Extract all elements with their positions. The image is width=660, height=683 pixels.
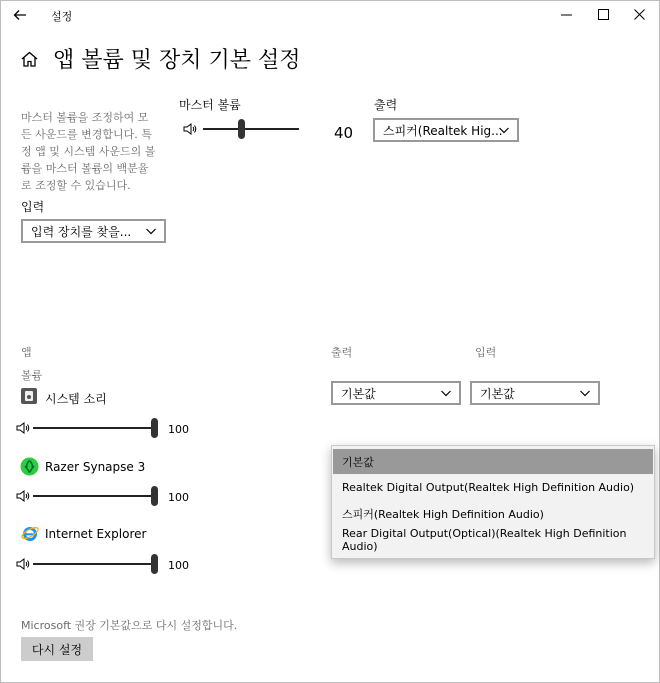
maximize-icon[interactable]: [598, 9, 609, 20]
speaker-icon: [16, 422, 30, 434]
master-description: [21, 109, 171, 194]
description-line: 정 앱 및 시스템 사운드의 볼: [21, 145, 156, 158]
master-volume-thumb[interactable]: [238, 119, 245, 139]
master-volume-slider[interactable]: [203, 128, 299, 130]
master-volume-value: 40: [334, 124, 354, 142]
home-icon[interactable]: [21, 51, 38, 67]
app-volume-slider[interactable]: [33, 563, 155, 565]
minimize-icon[interactable]: [561, 14, 572, 16]
app-volume-value: 100: [168, 491, 189, 504]
close-icon[interactable]: [634, 9, 645, 20]
description-line: 륨을 마스터 볼륨의 백분율: [21, 162, 149, 175]
description-line: 든 사운드를 변경합니다. 특: [21, 128, 152, 141]
page-title: 앱 볼륨 및 장치 기본 설정: [53, 48, 301, 73]
app-volume-value: 100: [168, 423, 189, 436]
app-volume-thumb[interactable]: [151, 486, 158, 506]
input-device-value: 입력 장치를 찾을...: [31, 224, 132, 239]
app-volume-thumb[interactable]: [151, 554, 158, 574]
app-volume-thumb[interactable]: [151, 418, 158, 438]
app-name: Razer Synapse 3: [45, 460, 146, 474]
master-volume-label: 마스터 볼륨: [179, 98, 241, 112]
input-label: 입력: [21, 200, 45, 214]
apps-volume-header: 볼륨: [21, 369, 43, 382]
apps-output-header: 출력: [331, 346, 353, 359]
speaker-icon: [183, 123, 197, 135]
back-arrow-icon[interactable]: [13, 9, 27, 21]
output-device-value: 스피커(Realtek Hig...: [383, 123, 503, 138]
reset-note: Microsoft 권장 기본값으로 다시 설정합니다.: [21, 619, 238, 632]
output-label: 출력: [374, 98, 398, 112]
apps-input-header: 입력: [475, 346, 497, 359]
menu-option-default[interactable]: 기본값: [333, 449, 653, 474]
app-input-value: 기본값: [480, 386, 515, 401]
speaker-icon: [16, 558, 30, 570]
internet-explorer-icon: [20, 523, 40, 543]
menu-option-realtek-digital-output[interactable]: Realtek Digital Output(Realtek High Definition Audio): [342, 481, 635, 494]
window-title: 설정: [51, 10, 73, 23]
chevron-down-icon: [499, 125, 509, 135]
chevron-down-icon: [441, 388, 451, 398]
output-device-dropdown[interactable]: [373, 118, 519, 142]
app-name: Internet Explorer: [45, 527, 147, 541]
app-volume-value: 100: [168, 559, 189, 572]
input-device-dropdown[interactable]: [21, 219, 166, 243]
app-name: 시스템 소리: [45, 392, 107, 406]
chevron-down-icon: [146, 226, 156, 236]
app-output-dropdown[interactable]: [331, 381, 461, 405]
description-line: 로 조정할 수 있습니다.: [21, 179, 131, 192]
output-dropdown-menu: [331, 445, 655, 559]
app-volume-slider[interactable]: [33, 427, 155, 429]
apps-section-label: 앱: [21, 346, 32, 359]
app-volume-slider[interactable]: [33, 495, 155, 497]
razer-icon: [20, 457, 39, 476]
system-sounds-icon: [21, 388, 37, 404]
chevron-down-icon: [580, 388, 590, 398]
app-output-value: 기본값: [341, 386, 376, 401]
app-input-dropdown[interactable]: [470, 381, 600, 405]
reset-button[interactable]: 다시 설정: [21, 637, 93, 661]
menu-option-rear-digital-output[interactable]: Rear Digital Output(Optical)(Realtek High Definition Audio): [342, 526, 627, 553]
menu-option-speaker[interactable]: 스피커(Realtek High Definition Audio): [342, 507, 544, 521]
description-line: 마스터 볼륨을 조정하여 모: [21, 111, 149, 124]
speaker-icon: [16, 490, 30, 502]
